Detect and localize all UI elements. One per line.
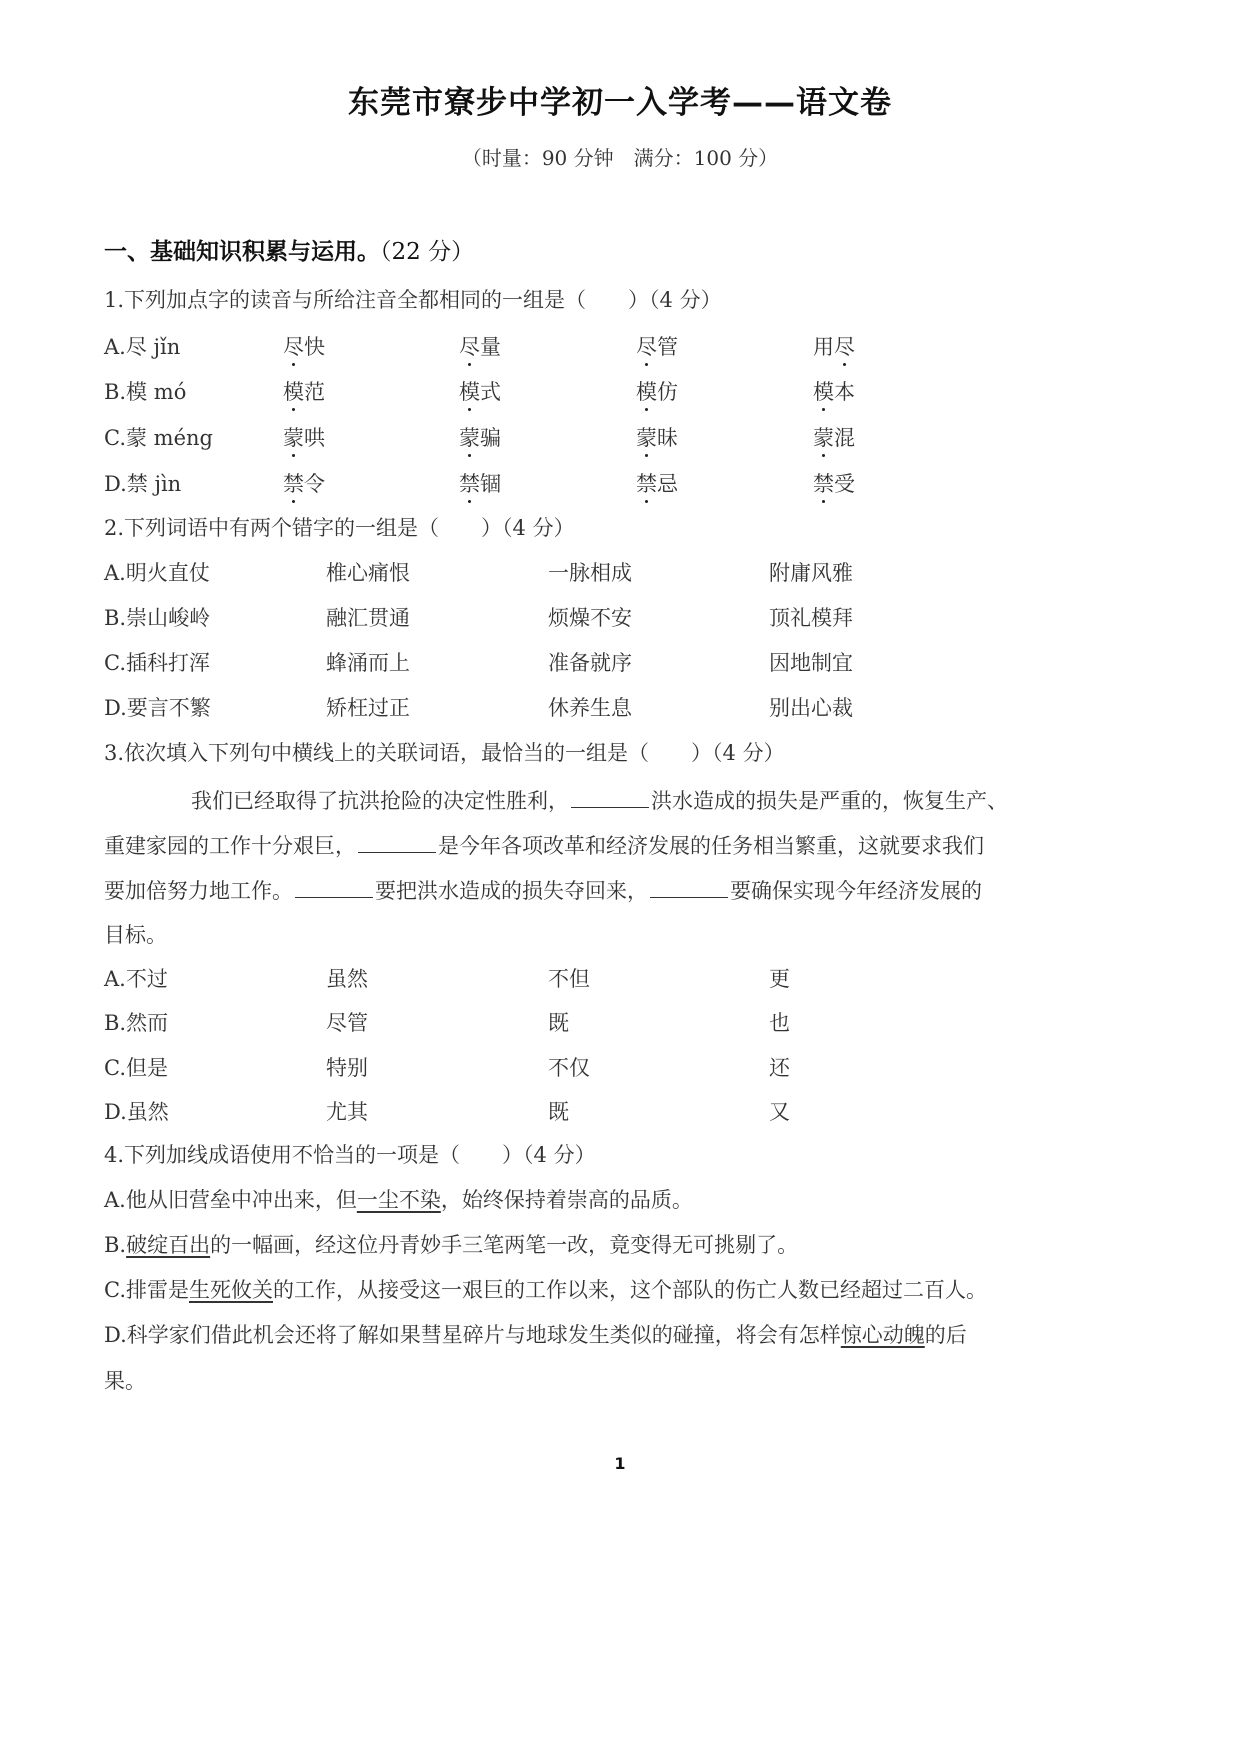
- option-word: [283, 474, 325, 495]
- dotted-char: 尽: [283, 335, 304, 359]
- option-cell: 因地制宜: [769, 651, 853, 675]
- fill-blank-2: [358, 834, 436, 853]
- char: 受: [834, 472, 855, 496]
- option-label: C.但是: [104, 1056, 168, 1080]
- dotted-char: 蒙: [636, 426, 657, 450]
- option-cell: 又: [769, 1100, 790, 1124]
- option-label: B.然而: [104, 1011, 169, 1035]
- passage-text: 洪水造成的损失是严重的，恢复生产、: [651, 789, 1008, 813]
- option-cell: 椎心痛恨: [326, 561, 410, 585]
- option-cell: 蜂涌而上: [326, 651, 410, 675]
- option-cell: 烦燥不安: [548, 606, 632, 630]
- option-word: [283, 382, 325, 403]
- option-word: [813, 428, 855, 449]
- dotted-char: 模: [459, 380, 480, 404]
- char: 哄: [304, 426, 325, 450]
- option-cell: 尤其: [326, 1100, 368, 1124]
- dotted-char: 尽: [834, 335, 855, 359]
- dotted-char: 蒙: [283, 426, 304, 450]
- option-sentence: [104, 1280, 987, 1301]
- option-cell: 一脉相成: [548, 561, 632, 585]
- option-label: D.虽然: [104, 1100, 169, 1124]
- sentence-text: 的工作，从接受这一艰巨的工作以来，这个部队的伤亡人数已经超过二百人。: [273, 1278, 987, 1302]
- char: 混: [834, 426, 855, 450]
- sentence-text: 的后: [924, 1323, 967, 1347]
- underlined-idiom: 一尘不染: [356, 1188, 441, 1212]
- char: 忌: [657, 472, 678, 496]
- option-label: A.尽 jǐn: [104, 335, 181, 359]
- fill-blank-4: [650, 879, 728, 898]
- option-label: A.明火直仗: [104, 561, 210, 585]
- option-cell: 还: [769, 1056, 790, 1080]
- option-word: [459, 474, 501, 495]
- dotted-char: 尽: [636, 335, 657, 359]
- dotted-char: 模: [813, 380, 834, 404]
- char: 管: [657, 335, 678, 359]
- char: 昧: [657, 426, 678, 450]
- option-cell: 特别: [326, 1056, 368, 1080]
- section-score: （22 分）: [380, 239, 475, 265]
- char: 量: [480, 335, 501, 359]
- dotted-char: 蒙: [459, 426, 480, 450]
- option-word: [813, 337, 855, 358]
- option-word: [459, 382, 501, 403]
- option-word: [636, 428, 678, 449]
- dotted-char: 禁: [813, 472, 834, 496]
- passage-text: 重建家园的工作十分艰巨，: [104, 834, 356, 858]
- section-heading: [104, 241, 474, 264]
- fill-blank-1: [571, 789, 649, 808]
- question-4-stem: 4.下列加线成语使用不恰当的一项是（ ）（4 分）: [104, 1143, 596, 1167]
- char: 骗: [480, 426, 501, 450]
- dotted-char: 尽: [459, 335, 480, 359]
- char: 仿: [657, 380, 678, 404]
- option-cell: 既: [548, 1100, 569, 1124]
- option-word: [283, 428, 325, 449]
- option-word: [636, 382, 678, 403]
- option-sentence: [104, 1190, 693, 1211]
- option-word: [636, 337, 678, 358]
- option-cell: 也: [769, 1011, 790, 1035]
- question-3-passage-line-2: [104, 834, 984, 857]
- section-heading-text: 一、基础知识积累与运用。: [104, 239, 380, 265]
- char: 式: [480, 380, 501, 404]
- char: 本: [834, 380, 855, 404]
- option-word: [459, 337, 501, 358]
- dotted-char: 禁: [459, 472, 480, 496]
- option-cell: 尽管: [326, 1011, 368, 1035]
- option-label: A.不过: [104, 967, 168, 991]
- option-cell: 顶礼模拜: [769, 606, 853, 630]
- passage-text: 要确保实现今年经济发展的: [730, 879, 982, 903]
- option-word: [459, 428, 501, 449]
- question-3-stem: 3.依次填入下列句中横线上的关联词语，最恰当的一组是（ ）（4 分）: [104, 741, 785, 765]
- sentence-text: C.排雷是: [104, 1278, 189, 1302]
- char: 用: [813, 335, 834, 359]
- option-cell: 虽然: [326, 967, 368, 991]
- sentence-text: D.科学家们借此机会还将了解如果彗星碎片与地球发生类似的碰撞，将会有怎样: [104, 1323, 841, 1347]
- passage-text: 要把洪水造成的损失夺回来，: [375, 879, 648, 903]
- question-2-stem: 2.下列词语中有两个错字的一组是（ ）（4 分）: [104, 516, 575, 540]
- dotted-char: 蒙: [813, 426, 834, 450]
- sentence-text: B.: [104, 1233, 127, 1257]
- option-word: [283, 337, 325, 358]
- sentence-text: A.他从旧营垒中冲出来，但: [104, 1188, 357, 1212]
- option-word: [636, 474, 678, 495]
- option-word: [813, 474, 855, 495]
- option-sentence: [104, 1371, 146, 1392]
- option-cell: 不但: [548, 967, 590, 991]
- dotted-char: 禁: [283, 472, 304, 496]
- option-label: B.崇山峻岭: [104, 606, 211, 630]
- option-sentence: [104, 1235, 798, 1256]
- option-cell: 融汇贯通: [326, 606, 410, 630]
- option-cell: 别出心裁: [769, 696, 853, 720]
- option-label: C.蒙 méng: [104, 426, 213, 450]
- underlined-idiom: 破绽百出: [126, 1233, 211, 1257]
- dotted-char: 模: [636, 380, 657, 404]
- option-cell: 既: [548, 1011, 569, 1035]
- sentence-text: ，始终保持着崇高的品质。: [440, 1188, 693, 1212]
- underlined-idiom: 惊心动魄: [840, 1323, 925, 1347]
- option-cell: 不仅: [548, 1056, 590, 1080]
- underlined-idiom: 生死攸关: [189, 1278, 273, 1302]
- page-number: 1: [614, 1454, 626, 1473]
- char: 锢: [480, 472, 501, 496]
- option-cell: 更: [769, 967, 790, 991]
- dotted-char: 禁: [636, 472, 657, 496]
- exam-subtitle: （时量：90 分钟 满分：100 分）: [461, 146, 779, 170]
- passage-text: 是今年各项改革和经济发展的任务相当繁重，这就要求我们: [438, 834, 984, 858]
- dotted-char: 模: [283, 380, 304, 404]
- fill-blank-3: [295, 879, 373, 898]
- option-word: [813, 382, 855, 403]
- option-label: D.禁 jìn: [104, 472, 182, 496]
- page-title: 东莞市寮步中学初一入学考——语文卷: [348, 85, 892, 121]
- option-sentence: [104, 1325, 967, 1346]
- sentence-text: 的一幅画，经这位丹青妙手三笔两笔一改，竟变得无可挑剔了。: [210, 1233, 799, 1257]
- question-1-stem: 1.下列加点字的读音与所给注音全都相同的一组是（ ）（4 分）: [104, 288, 722, 312]
- option-cell: 准备就序: [548, 651, 632, 675]
- passage-text: 我们已经取得了抗洪抢险的决定性胜利，: [191, 789, 569, 813]
- option-cell: 附庸风雅: [769, 561, 853, 585]
- passage-text: 目标。: [104, 923, 167, 947]
- char: 范: [304, 380, 325, 404]
- option-label: C.插科打浑: [104, 651, 210, 675]
- question-3-passage-line-3: [104, 879, 982, 902]
- passage-text: 要加倍努力地工作。: [104, 879, 293, 903]
- char: 快: [304, 335, 325, 359]
- char: 令: [304, 472, 325, 496]
- option-cell: 矫枉过正: [326, 696, 410, 720]
- question-3-passage-line-4: [104, 925, 167, 946]
- question-3-passage-line-1: [191, 789, 1008, 812]
- option-label: B.模 mó: [104, 380, 187, 404]
- sentence-text: 果。: [104, 1369, 146, 1393]
- option-cell: 休养生息: [548, 696, 632, 720]
- option-label: D.要言不繁: [104, 696, 211, 720]
